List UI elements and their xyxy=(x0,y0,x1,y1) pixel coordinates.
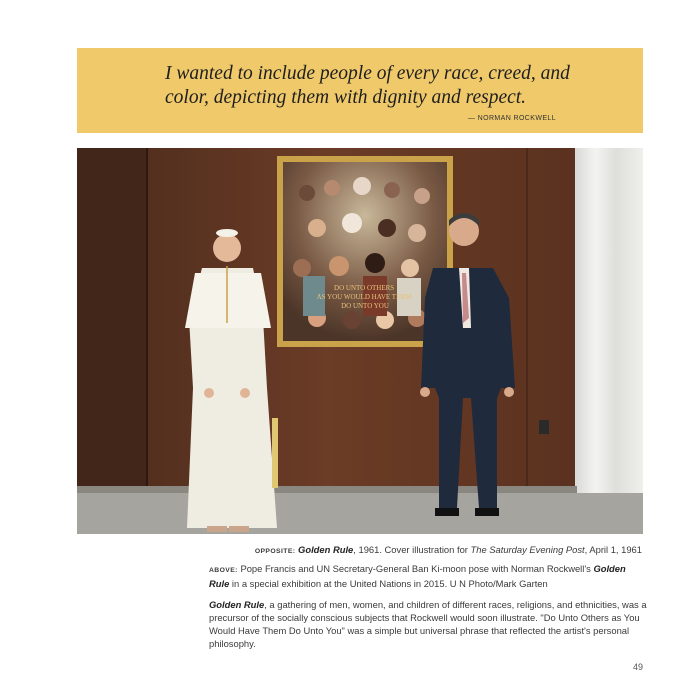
quote-attribution: — NORMAN ROCKWELL xyxy=(467,115,556,122)
curtain xyxy=(575,148,643,534)
caption-title: Golden Rule xyxy=(298,544,354,555)
caption-text: Pope Francis and UN Secretary-General Ban Ki-moon pose with Norman Rockwell's xyxy=(237,563,594,574)
caption-publication: The Saturday Evening Post xyxy=(470,544,585,555)
body-title: Golden Rule xyxy=(209,599,265,610)
quote-line: color, depicting them with dignity and respect. xyxy=(165,87,527,108)
caption-opposite xyxy=(255,543,642,558)
caption-date: , April 1, 1961 xyxy=(584,544,642,555)
quote-text xyxy=(165,62,625,110)
caption-above xyxy=(209,562,647,590)
caption-text: , 1961. Cover illustration for xyxy=(353,544,471,555)
caption-label: OPPOSITE: xyxy=(254,548,296,555)
caption-text: in a special exhibition at the United Nations in 2015. U N Photo/Mark Garten xyxy=(229,578,548,589)
caption-title: Golden Rule xyxy=(209,563,626,589)
painting-motto-line: AS YOU WOULD HAVE THEM xyxy=(316,293,412,301)
caption-label: ABOVE: xyxy=(209,567,238,574)
body-text: , a gathering of men, women, and children of different races, religions, and ethnicities, was a precursor of the socially conscious subjects that Rockwell would soon illustrate. "Do Unto Others as You Would Have Them Do Unto You" was a simple but universal phrase that reflected the artist's personal philosophy. xyxy=(209,599,647,649)
pull-quote xyxy=(77,48,643,133)
body-paragraph xyxy=(209,598,647,650)
baseboard xyxy=(77,486,577,494)
photo-golden-rule-exhibition xyxy=(77,148,643,534)
wall-outlet xyxy=(539,420,549,434)
wall-panel-left xyxy=(77,148,147,493)
page-number: 49 xyxy=(632,662,643,672)
carpet-floor xyxy=(77,493,643,534)
quote-line: I wanted to include people of every race, creed, and xyxy=(165,63,570,84)
painting-motto-line: DO UNTO OTHERS xyxy=(334,284,395,292)
painting-motto-line: DO UNTO YOU xyxy=(341,302,389,310)
